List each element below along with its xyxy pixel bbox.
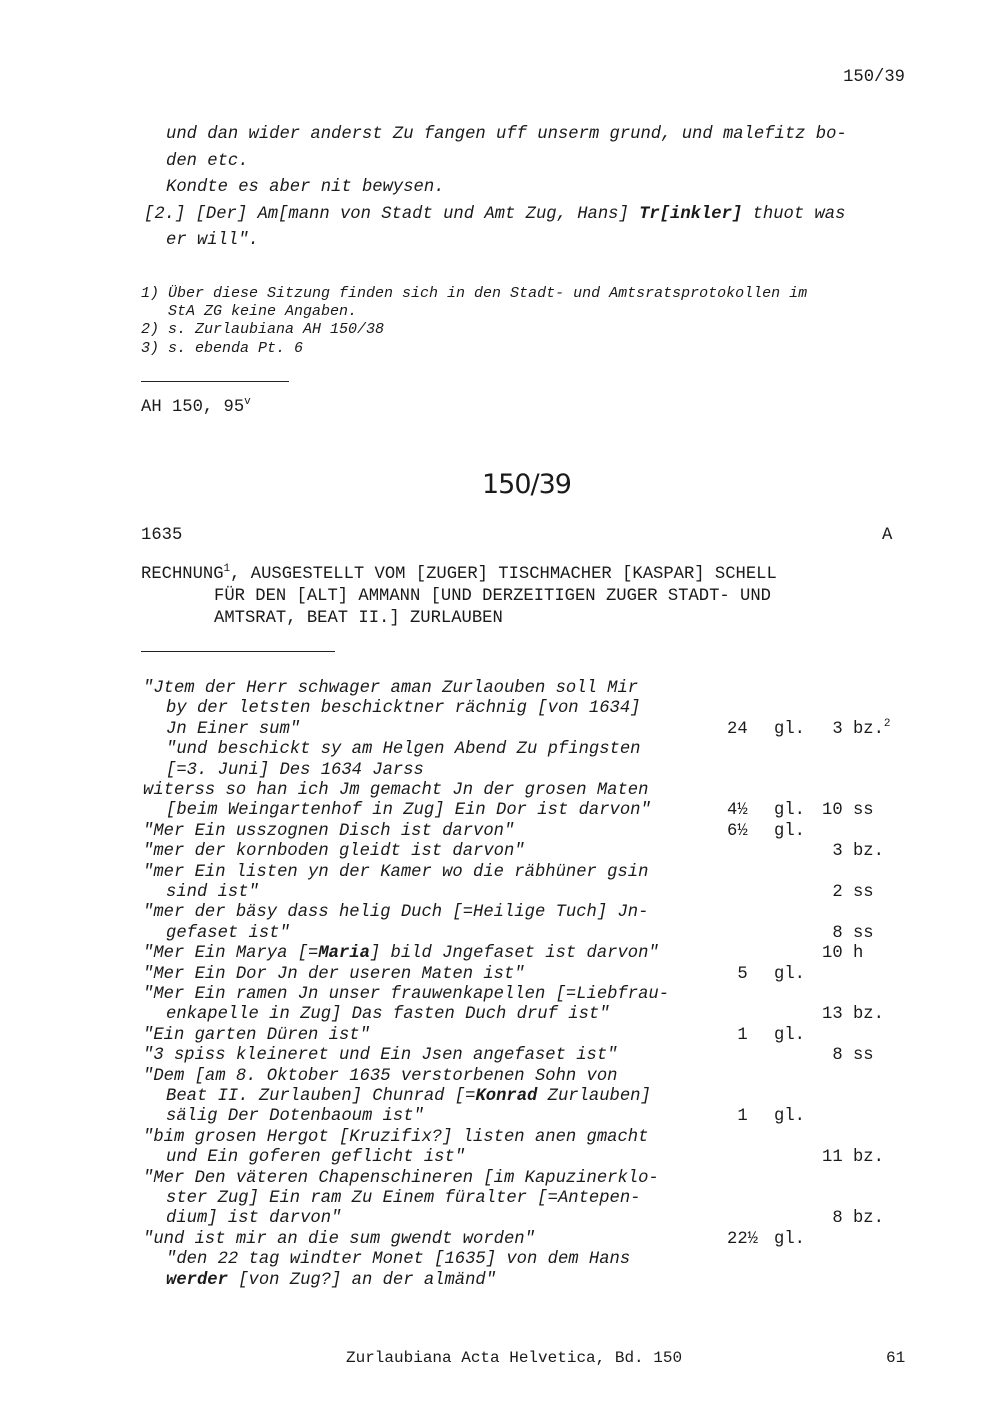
text-run: den etc. — [166, 152, 249, 171]
amount-value: 1 — [727, 1107, 748, 1127]
amount-value: 4½ — [727, 801, 748, 821]
text-run: "Mer Den väteren Chapenschineren [im Kapuzinerklo- — [143, 1168, 659, 1188]
footer-page-number: 61 — [886, 1349, 906, 1367]
text-run: Zurlauben] — [537, 1087, 651, 1106]
amount-value: 5 — [727, 964, 748, 984]
text-run: witerss so han ich Jm gemacht Jn der grosen Maten — [143, 781, 649, 800]
entry-line — [166, 1189, 640, 1208]
text-run: [von Zug?] an der almänd" — [227, 1270, 497, 1290]
amount-unit-gulden: gl. — [774, 1107, 805, 1127]
amount-small: 13 bz. — [822, 1005, 884, 1025]
text-run: thuot was — [742, 205, 846, 224]
entry-line — [143, 1026, 370, 1045]
text-run: by der letsten beschicktner rächnig [von 1634] — [166, 699, 641, 719]
text-run: "und ist mir an die sum gwendt worden" — [143, 1229, 535, 1249]
entry-line — [143, 1169, 659, 1188]
text-run: "mer der kornboden gleidt ist darvon" — [143, 842, 525, 862]
entry-line — [166, 1005, 610, 1024]
amount-unit-gulden: gl. — [774, 719, 805, 739]
entry-line — [143, 1230, 535, 1249]
entry-line — [166, 924, 290, 943]
document-year: 1635 — [141, 526, 183, 545]
page-reference: 150/39 — [843, 68, 905, 87]
amount-unit-gulden: gl. — [774, 1229, 805, 1249]
entry-line — [166, 1271, 496, 1290]
amount-value: 1 — [727, 1025, 748, 1045]
text-run: "Mer Ein usszognen Disch ist darvon" — [143, 821, 515, 841]
entry-line — [143, 965, 525, 984]
amount-unit-gulden: gl. — [774, 1025, 805, 1045]
footnote-line: StA ZG keine Angaben. — [141, 303, 358, 320]
text-run: "bim grosen Hergot [Kruzifix?] listen anen gmacht — [143, 1127, 649, 1147]
bold-name: Maria — [318, 944, 370, 964]
continuation-line — [166, 152, 249, 171]
text-run: er will". — [166, 231, 259, 250]
amount-small: 3 bz. — [822, 842, 884, 862]
amount-value: 24 — [727, 719, 748, 739]
text-run: "mer Ein listen yn der Kamer wo die räbhüner gsin — [143, 862, 649, 882]
entry-line — [143, 842, 525, 861]
entry-line — [166, 1148, 465, 1167]
entry-line — [166, 883, 259, 902]
source-reference: AH 150, 95$^v$ — [141, 396, 251, 417]
text-run: [=3. Juni] Des 1634 Jarss — [166, 760, 424, 780]
document-title: 150/39 — [482, 469, 571, 500]
amount-unit-gulden: gl. — [774, 801, 805, 821]
text-run: [beim Weingartenhof in Zug] Ein Dor ist darvon" — [166, 801, 651, 821]
entry-line — [143, 944, 659, 963]
text-run: gefaset ist" — [166, 923, 290, 943]
separator-rule — [141, 381, 289, 382]
footnote-line: 1) Über diese Sitzung finden sich in den Stadt- und Amtsratsprotokollen im — [141, 285, 808, 302]
amount-small: 8 ss — [822, 1046, 874, 1066]
entry-line — [143, 1067, 617, 1086]
text-run: und dan wider anderst Zu fangen uff unserm grund, und malefitz bo- — [166, 125, 847, 144]
amount-small: 8 bz. — [822, 1209, 884, 1229]
amount-unit-gulden: gl. — [774, 821, 805, 841]
entry-line — [166, 1107, 424, 1126]
text-run: und Ein goferen geflicht ist" — [166, 1148, 466, 1168]
amount-small: 8 ss — [822, 923, 874, 943]
entry-line — [166, 740, 640, 759]
heading-separator-rule — [141, 651, 335, 652]
bold-name: werder — [166, 1270, 228, 1290]
text-run: "Ein garten Düren ist" — [143, 1025, 370, 1045]
heading-line-3: AMTSRAT, BEAT II.] ZURLAUBEN — [214, 609, 503, 628]
entry-line — [166, 1209, 341, 1228]
entry-line — [166, 720, 300, 739]
entry-line — [143, 781, 648, 800]
text-run: "Dem [am 8. Oktober 1635 verstorbenen Sohn von — [143, 1066, 618, 1086]
footnote-line: 2) s. Zurlaubiana AH 150/38 — [141, 321, 385, 338]
text-run: Jn Einer sum" — [166, 719, 301, 739]
entry-line — [166, 1250, 630, 1269]
footer-publication: Zurlaubiana Acta Helvetica, Bd. 150 — [346, 1349, 683, 1367]
text-run: "mer der bäsy dass helig Duch [=Heilige Tuch] Jn- — [143, 903, 649, 923]
footnote-line: 3) s. ebenda Pt. 6 — [141, 340, 304, 357]
amount-small: 11 bz. — [822, 1148, 884, 1168]
text-run: "Mer Ein Dor Jn der useren Maten ist" — [143, 964, 525, 984]
text-run: "den 22 tag windter Monet [1635] von dem Hans — [166, 1250, 631, 1270]
text-run: sind ist" — [166, 883, 259, 902]
text-run: sälig Der Dotenbaoum ist" — [166, 1107, 424, 1127]
continuation-line — [166, 231, 259, 250]
entry-line — [166, 699, 640, 718]
entry-line — [143, 822, 514, 841]
entry-line — [143, 985, 669, 1004]
document-type: A — [882, 526, 893, 545]
amount-value: 6½ — [727, 821, 748, 841]
text-run: ster Zug] Ein ram Zu Einem füralter [=Antepen- — [166, 1189, 641, 1208]
amount-unit-gulden: gl. — [774, 964, 805, 984]
entry-line — [166, 801, 651, 820]
bold-name: Tr[inkler] — [639, 205, 743, 224]
continuation-line — [144, 205, 845, 224]
amount-small: 10 h — [822, 944, 864, 964]
entry-line — [143, 1128, 648, 1147]
text-run: [2.] [Der] Am[mann von Stadt und Amt Zug, Hans] — [144, 205, 640, 224]
entry-line — [143, 1046, 617, 1065]
entry-line — [166, 1087, 651, 1106]
entry-line — [166, 761, 424, 780]
amount-small: 2 ss — [822, 883, 874, 902]
amount-small: 3 bz.$^2$ — [822, 717, 891, 739]
text-run: "Mer Ein ramen Jn unser frauwenkapellen [=Liebfrau- — [143, 985, 670, 1004]
text-run: Beat II. Zurlauben] Chunrad [= — [166, 1087, 476, 1106]
text-run: ] bild Jngefaset ist darvon" — [369, 944, 659, 964]
amount-small: 10 ss — [822, 801, 874, 821]
heading-line-1: RECHNUNG$^1$, AUSGESTELLT VOM [ZUGER] TISCHMACHER [KASPAR] SCHELL — [141, 563, 777, 584]
amount-value: 22½ — [727, 1229, 758, 1249]
entry-line — [143, 903, 648, 922]
footnote-marker: 2 — [883, 717, 891, 730]
text-run: enkapelle in Zug] Das fasten Duch druf ist" — [166, 1005, 610, 1025]
heading-line-2: FÜR DEN [ALT] AMMANN [UND DERZEITIGEN ZUGER STADT- UND — [214, 587, 771, 606]
continuation-line — [166, 178, 444, 197]
text-run: "Jtem der Herr schwager aman Zurlaouben soll Mir — [143, 679, 639, 698]
continuation-line — [166, 125, 847, 144]
entry-line — [143, 863, 648, 882]
text-run: "und beschickt sy am Helgen Abend Zu pfingsten — [166, 740, 641, 760]
bold-name: Konrad — [475, 1087, 538, 1106]
text-run: "3 spiss kleineret und Ein Jsen angefaset ist" — [143, 1046, 618, 1066]
entry-line — [143, 679, 638, 698]
text-run: dium] ist darvon" — [166, 1209, 342, 1229]
text-run: Kondte es aber nit bewysen. — [166, 178, 445, 197]
text-run: "Mer Ein Marya [= — [143, 944, 319, 964]
